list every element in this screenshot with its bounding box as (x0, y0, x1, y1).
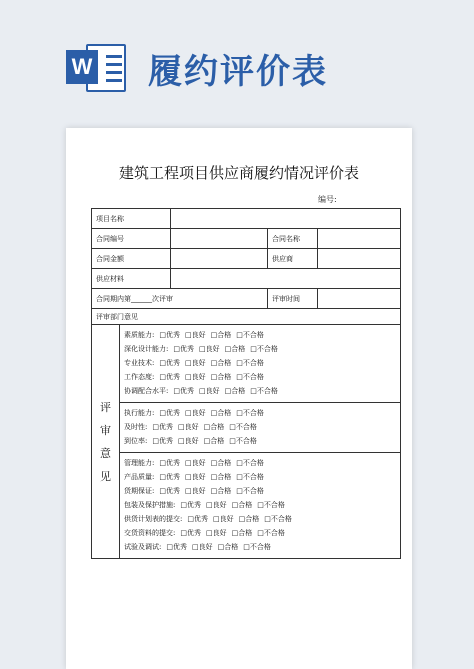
rating-checkbox-option[interactable]: □合格 (210, 459, 232, 467)
review-opinion-vertical-text: 评 审 意 见 (100, 400, 111, 483)
rating-checkbox-option[interactable]: □良好 (198, 345, 220, 353)
banner (0, 0, 474, 110)
rating-checkbox-option[interactable]: □合格 (210, 409, 232, 417)
rating-checkbox-option[interactable]: □良好 (184, 487, 206, 495)
criteria-row (124, 434, 400, 448)
value-project-name[interactable] (171, 209, 401, 229)
criteria-row (124, 512, 400, 526)
rating-checkbox-option[interactable]: □不合格 (257, 501, 285, 509)
rating-checkbox-option[interactable]: □合格 (231, 501, 253, 509)
value-supplier[interactable] (318, 249, 401, 269)
criteria-name: 到位率: (124, 437, 148, 445)
rating-checkbox-option[interactable]: □优秀 (159, 359, 180, 367)
criteria-name: 及时性: (124, 423, 148, 431)
review-opinion-label (92, 325, 120, 559)
value-contract-name[interactable] (318, 229, 401, 249)
criteria-name: 产品质量: (124, 473, 155, 481)
criteria-row (124, 484, 400, 498)
criteria-row (124, 540, 400, 554)
rating-checkbox-option[interactable]: □良好 (205, 529, 227, 537)
rating-checkbox-option[interactable]: □不合格 (236, 331, 264, 339)
rating-checkbox-option[interactable]: □合格 (203, 437, 225, 445)
rating-checkbox-option[interactable]: □合格 (203, 423, 225, 431)
value-contract-no[interactable] (171, 229, 268, 249)
table-row (92, 309, 401, 325)
rating-checkbox-option[interactable]: □不合格 (236, 359, 264, 367)
criteria-name: 专业技术: (124, 359, 155, 367)
rating-checkbox-option[interactable]: □良好 (184, 373, 206, 381)
criteria-name: 深化设计能力: (124, 345, 169, 353)
rating-checkbox-option[interactable]: □不合格 (236, 373, 264, 381)
criteria-name: 交货资料的提交: (124, 529, 176, 537)
rating-checkbox-option[interactable]: □不合格 (236, 473, 264, 481)
rating-checkbox-option[interactable]: □良好 (177, 437, 199, 445)
rating-checkbox-option[interactable]: □良好 (205, 501, 227, 509)
rating-checkbox-option[interactable]: □优秀 (173, 345, 194, 353)
rating-checkbox-option[interactable]: □不合格 (243, 543, 271, 551)
criteria-name: 包装及保护措施: (124, 501, 176, 509)
criteria-row (124, 356, 400, 370)
rating-checkbox-option[interactable]: □合格 (217, 543, 239, 551)
rating-checkbox-option[interactable]: □良好 (191, 543, 213, 551)
criteria-row (124, 342, 400, 356)
criteria-row (124, 406, 400, 420)
criteria-name: 协调配合水平: (124, 387, 169, 395)
rating-checkbox-option[interactable]: □不合格 (236, 409, 264, 417)
label-review-period: 合同期内第______次评审 (92, 289, 268, 309)
rating-checkbox-option[interactable]: □优秀 (159, 409, 180, 417)
rating-checkbox-option[interactable]: □良好 (198, 387, 220, 395)
rating-checkbox-option[interactable]: □合格 (224, 387, 246, 395)
table-row (92, 209, 401, 229)
criteria-name: 素质能力: (124, 331, 155, 339)
evaluation-form-table (91, 208, 401, 559)
label-contract-no: 合同编号 (92, 229, 171, 249)
document-sheet (66, 128, 412, 669)
label-dept-opinion: 评审部门意见 (92, 309, 401, 325)
rating-checkbox-option[interactable]: □良好 (184, 409, 206, 417)
criteria-row (124, 526, 400, 540)
rating-checkbox-option[interactable]: □不合格 (229, 423, 257, 431)
rating-checkbox-option[interactable]: □优秀 (159, 473, 180, 481)
rating-checkbox-option[interactable]: □优秀 (166, 543, 187, 551)
table-row (92, 325, 401, 559)
rating-checkbox-option[interactable]: □优秀 (159, 459, 180, 467)
criteria-name: 管理能力: (124, 459, 155, 467)
rating-checkbox-option[interactable]: □不合格 (257, 529, 285, 537)
rating-checkbox-option[interactable]: □优秀 (159, 331, 180, 339)
label-contract-amount: 合同金额 (92, 249, 171, 269)
rating-checkbox-option[interactable]: □不合格 (229, 437, 257, 445)
rating-checkbox-option[interactable]: □合格 (210, 373, 232, 381)
rating-checkbox-option[interactable]: □合格 (210, 487, 232, 495)
rating-checkbox-option[interactable]: □合格 (224, 345, 246, 353)
word-logo-icon (66, 42, 126, 94)
criteria-row (124, 456, 400, 470)
rating-checkbox-option[interactable]: □合格 (210, 331, 232, 339)
criteria-name: 供货计划表的提交: (124, 515, 183, 523)
value-contract-amount[interactable] (171, 249, 268, 269)
table-row (92, 249, 401, 269)
criteria-row (124, 498, 400, 512)
value-supply-material[interactable] (171, 269, 401, 289)
rating-checkbox-option[interactable]: □良好 (212, 515, 234, 523)
rating-checkbox-option[interactable]: □不合格 (250, 345, 278, 353)
criteria-group (120, 403, 400, 453)
rating-checkbox-option[interactable]: □优秀 (180, 501, 201, 509)
label-project-name: 项目名称 (92, 209, 171, 229)
label-supply-material: 供应材料 (92, 269, 171, 289)
document-title: 建筑工程项目供应商履约情况评价表 (118, 164, 359, 182)
rating-checkbox-option[interactable]: □优秀 (180, 529, 201, 537)
rating-checkbox-option[interactable]: □优秀 (159, 487, 180, 495)
criteria-row (124, 370, 400, 384)
rating-checkbox-option[interactable]: □不合格 (236, 487, 264, 495)
criteria-group (120, 325, 400, 403)
rating-checkbox-option[interactable]: □合格 (231, 529, 253, 537)
rating-checkbox-option[interactable]: □良好 (184, 473, 206, 481)
label-review-time: 评审时间 (268, 289, 318, 309)
criteria-name: 试验及调试: (124, 543, 162, 551)
rating-checkbox-option[interactable]: □合格 (210, 359, 232, 367)
word-letter: W (66, 50, 98, 84)
criteria-name: 货期保证: (124, 487, 155, 495)
criteria-row (124, 384, 400, 398)
rating-checkbox-option[interactable]: □良好 (177, 423, 199, 431)
criteria-row (124, 328, 400, 342)
rating-checkbox-option[interactable]: □良好 (184, 331, 206, 339)
rating-checkbox-option[interactable]: □优秀 (159, 373, 180, 381)
criteria-group (120, 453, 400, 558)
banner-title: 履约评价表 (148, 52, 328, 92)
criteria-cell (120, 325, 401, 559)
rating-checkbox-option[interactable]: □不合格 (264, 515, 292, 523)
rating-checkbox-option[interactable]: □合格 (210, 473, 232, 481)
rating-checkbox-option[interactable]: □不合格 (236, 459, 264, 467)
label-supplier: 供应商 (268, 249, 318, 269)
label-contract-name: 合同名称 (268, 229, 318, 249)
table-row (92, 289, 401, 309)
rating-checkbox-option[interactable]: □良好 (184, 359, 206, 367)
rating-checkbox-option[interactable]: □优秀 (173, 387, 194, 395)
criteria-name: 工作态度: (124, 373, 155, 381)
criteria-name: 执行能力: (124, 409, 155, 417)
rating-checkbox-option[interactable]: □良好 (184, 459, 206, 467)
rating-checkbox-option[interactable]: □不合格 (250, 387, 278, 395)
table-row (92, 269, 401, 289)
rating-checkbox-option[interactable]: □合格 (238, 515, 260, 523)
criteria-row (124, 420, 400, 434)
document-number-label: 编号: (318, 195, 337, 204)
rating-checkbox-option[interactable]: □优秀 (187, 515, 208, 523)
criteria-row (124, 470, 400, 484)
rating-checkbox-option[interactable]: □优秀 (152, 437, 173, 445)
rating-checkbox-option[interactable]: □优秀 (152, 423, 173, 431)
value-review-time[interactable] (318, 289, 401, 309)
table-row (92, 229, 401, 249)
